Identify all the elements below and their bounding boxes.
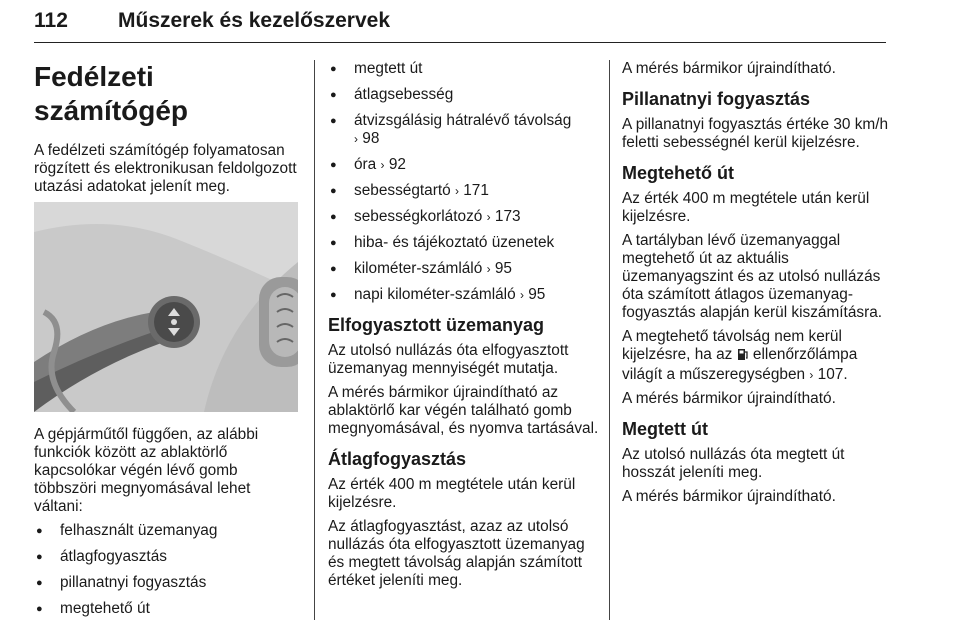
paragraph [622,328,892,384]
list-item [328,86,602,104]
list-item-text: sebességtartó [354,182,451,199]
section-title: Fedélzeti számítógép [34,61,189,126]
page-ref[interactable]: 95 [528,286,546,303]
heading-consumed-fuel: Elfogyasztott üzemanyag [328,315,545,335]
page-header [34,6,886,43]
list-item-text: óra [354,156,377,173]
list-item-text: átvizsgálásig hátralévő távolság [354,112,572,129]
list-item-text: napi kilométer-számláló [354,286,516,303]
chapter-title: Műszerek és kezelőszervek [118,9,391,32]
paragraph: Az érték 400 m megtétele után kerül kijelzésre. [328,476,576,511]
list-item-text: sebességkorlátozó [354,208,483,225]
paragraph: Az utolsó nullázás óta elfogyasztott üzemanyag mennyiségét mutatja. [328,342,569,377]
list-item [328,112,602,148]
list-item [328,60,602,78]
page-ref-icon: › [380,158,385,172]
heading-average-consumption: Átlagfogyasztás [328,449,467,469]
column-right [622,60,892,512]
page-ref-icon: › [454,184,459,198]
list-item [328,182,602,200]
heading-instant-consumption: Pillanatnyi fogyasztás [622,89,811,109]
intro-paragraph: A fedélzeti számítógép folyamatosan rögzített és elektronikusan feldolgozott utazási adatokat jelenít meg. [34,142,297,195]
column-divider [314,60,315,620]
paragraph: A mérés bármikor újraindítható. [622,488,836,505]
page-ref-icon: › [809,368,814,382]
page-ref[interactable]: 95 [494,260,512,277]
fuel-warning-icon [737,347,749,366]
list-item-text: kilométer-számláló [354,260,483,277]
page-ref[interactable]: 173 [494,208,521,225]
page-number: 112 [34,9,68,32]
list-item [328,286,602,304]
paragraph: A mérés bármikor újraindítható. [622,390,836,407]
wiper-stalk-photo [34,202,298,412]
list-item-text: átlagsebesség [354,86,454,103]
column-middle [328,60,602,596]
page-ref[interactable]: 107. [817,366,848,383]
page-ref-icon: › [486,210,491,224]
page-ref[interactable]: 98 [362,130,380,147]
list-item [328,260,602,278]
heading-trip-distance: Megtett út [622,419,708,439]
list-item-text: hiba- és tájékoztató üzenetek [354,234,555,251]
list-item-text: megtett út [354,60,423,77]
list-item [328,234,602,252]
paragraph: A pillanatnyi fogyasztás értéke 30 km/h feletti sebességnél kerül kijelzésre. [622,116,889,151]
paragraph: A tartályban lévő üzemanyaggal megtehető út az aktuális üzemanyagszint és az utolsó nullázás óta számított átlagos üzemanyag-fogyasztás alapján kerül kiszámításra. [622,232,883,321]
page-ref[interactable]: 171 [463,182,489,199]
page-ref-icon: › [486,262,491,276]
paragraph-text: A megtehető távolság nem kerül kijelzésre, ha az [622,328,842,363]
page-ref[interactable]: 92 [388,156,406,173]
function-list [34,522,302,618]
list-item [328,208,602,226]
list-item: ● megtehető út [34,600,302,618]
paragraph: Az érték 400 m megtétele után kerül kijelzésre. [622,190,870,225]
page-ref-icon: › [354,132,358,146]
paragraph: Az átlagfogyasztást, azaz az utolsó nullázás óta elfogyasztott üzemanyag és megtett távolság alapján számított értéket jeleníti meg. [328,518,585,589]
function-list-continued [328,60,602,304]
column-divider [609,60,610,620]
list-item [328,156,602,174]
list-item: ● átlagfogyasztás [34,548,302,566]
paragraph: A mérés bármikor újraindítható az ablaktörlő kar végén található gomb megnyomásával, és nyomva tartásával. [328,384,599,437]
list-item: ● felhasznált üzemanyag [34,522,302,540]
page-ref-icon: › [519,288,524,302]
paragraph-text: ellenőrzőlámpa világít a műszeregységben [622,346,858,383]
heading-range: Megtehető út [622,163,734,183]
paragraph: A mérés bármikor újraindítható. [622,60,836,77]
paragraph: Az utolsó nullázás óta megtett út hosszát jeleníti meg. [622,446,845,481]
list-item: ● pillanatnyi fogyasztás [34,574,302,592]
column-left [34,60,302,626]
functions-paragraph: A gépjárműtől függően, az alábbi funkciók között az ablaktörlő kapcsolókar végén lévő gomb többszöri megnyomásával lehet váltani: [34,426,259,515]
